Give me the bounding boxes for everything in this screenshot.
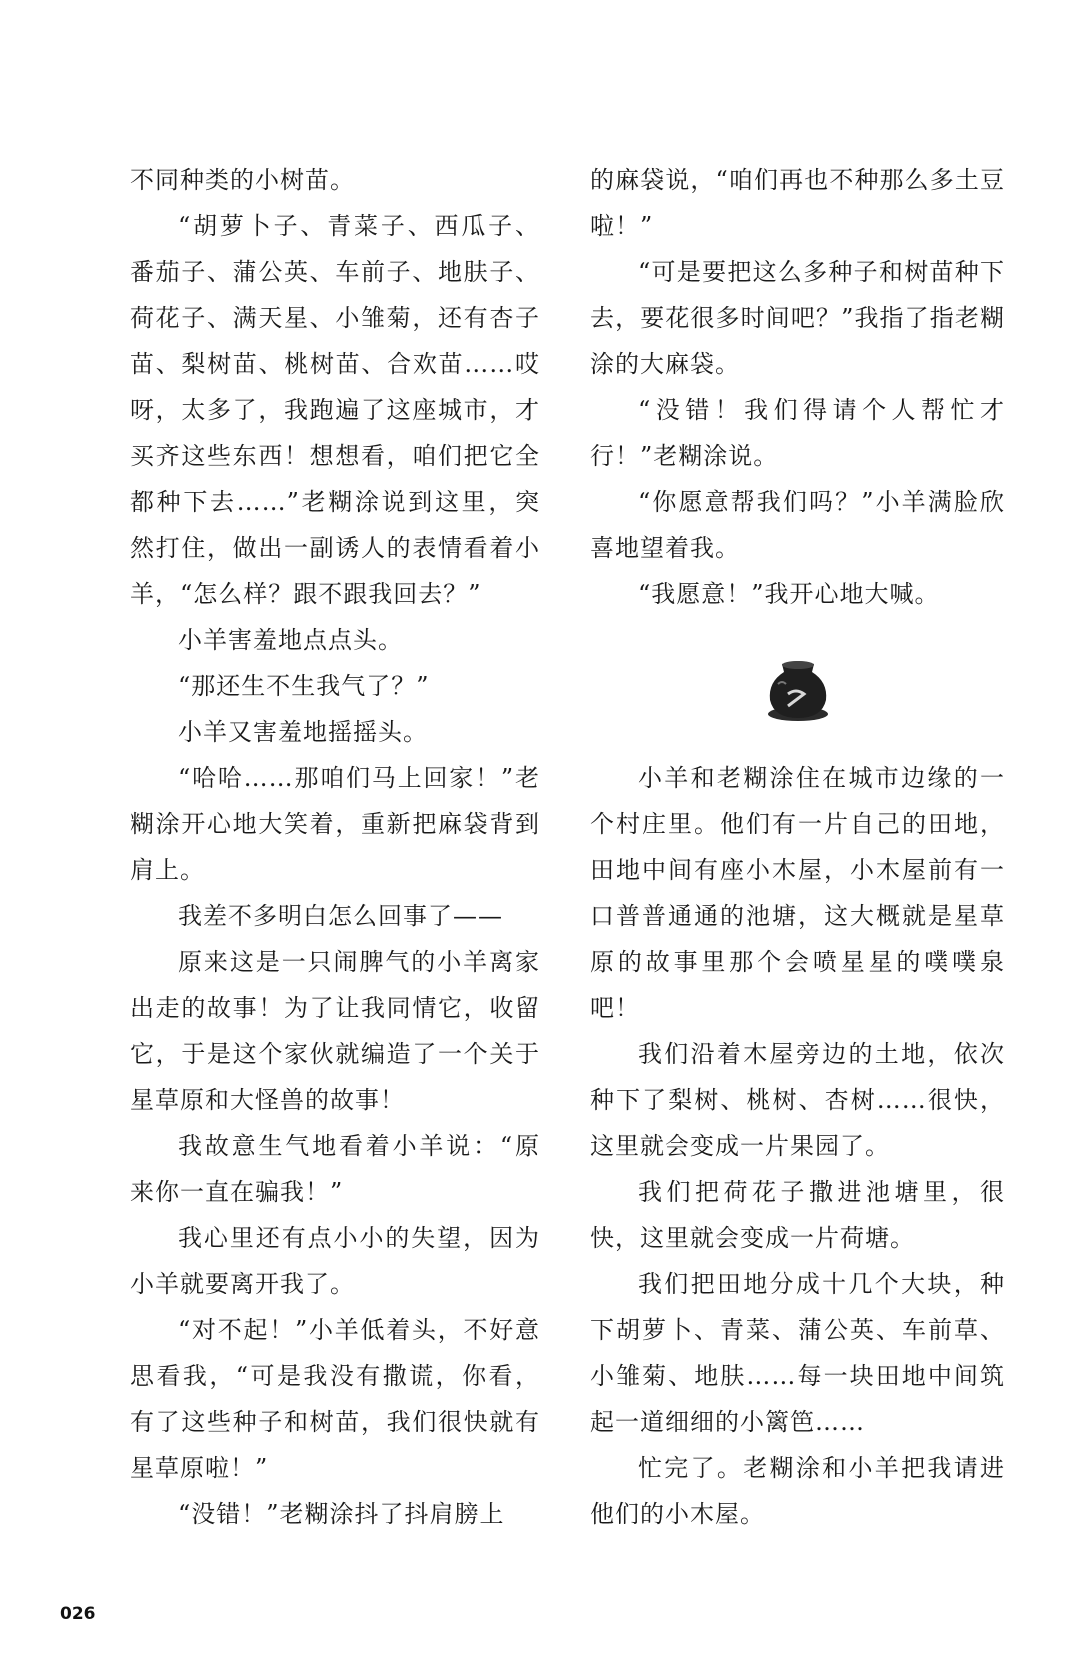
paragraph: 我们沿着木屋旁边的土地，依次种下了梨树、桃树、杏树……很快，这里就会变成一片果园了。 [590,1040,1005,1160]
paragraph: 小羊又害羞地摇摇头。 [178,718,428,746]
paragraph: “那还生不生我气了？” [178,672,430,700]
page-number: 026 [60,1604,96,1624]
paragraph: “对不起！”小羊低着头，不好意思看我，“可是我没有撒谎，你看，有了这些种子和树苗，我们很快就有星草原啦！” [130,1316,540,1482]
paragraph: 小羊和老糊涂住在城市边缘的一个村庄里。他们有一片自己的田地，田地中间有座小木屋，小木屋前有一口普普通通的池塘，这大概就是星草原的故事里那个会喷星星的噗噗泉吧！ [590,764,1005,1022]
paragraph: “哈哈……那咱们马上回家！”老糊涂开心地大笑着，重新把麻袋背到肩上。 [130,764,540,884]
paragraph: “没错！我们得请个人帮忙才行！”老糊涂说。 [590,396,1005,470]
paragraph: “胡萝卜子、青菜子、西瓜子、番茄子、蒲公英、车前子、地肤子、荷花子、满天星、小雏菊，还有杏子苗、梨树苗、桃树苗、合欢苗……哎呀，太多了，我跑遍了这座城市，才买齐这些东西！想想看，咱们把它全都种下去……”老糊涂说到这里，突然打住，做出一副诱人的表情看着小羊，“怎么样？跟不跟我回去？” [130,212,540,608]
pot-icon [758,654,838,724]
paragraph: 的麻袋说，“咱们再也不种那么多土豆啦！” [590,166,1005,240]
paragraph: “没错！”老糊涂抖了抖肩膀上 [178,1500,505,1528]
paragraph: 不同种类的小树苗。 [130,166,355,194]
paragraph: 原来这是一只闹脾气的小羊离家出走的故事！为了让我同情它，收留它，于是这个家伙就编造了一个关于星草原和大怪兽的故事！ [130,948,540,1114]
right-text-column [590,157,1005,1537]
paragraph: 忙完了。老糊涂和小羊把我请进他们的小木屋。 [590,1454,1005,1528]
paragraph: 我心里还有点小小的失望，因为小羊就要离开我了。 [130,1224,540,1298]
paragraph: “可是要把这么多种子和树苗种下去，要花很多时间吧？”我指了指老糊涂的大麻袋。 [590,258,1005,378]
paragraph: 小羊害羞地点点头。 [178,626,403,654]
paragraph: 我故意生气地看着小羊说：“原来你一直在骗我！” [130,1132,540,1206]
section-divider [590,643,1005,735]
left-text-column [130,157,540,1537]
paragraph: 我们把田地分成十几个大块，种下胡萝卜、青菜、蒲公英、车前草、小雏菊、地肤……每一块田地中间筑起一道细细的小篱笆…… [590,1270,1005,1436]
paragraph: “你愿意帮我们吗？”小羊满脸欣喜地望着我。 [590,488,1005,562]
paragraph: 我们把荷花子撒进池塘里，很快，这里就会变成一片荷塘。 [590,1178,1005,1252]
paragraph: “我愿意！”我开心地大喊。 [638,580,940,608]
paragraph: 我差不多明白怎么回事了—— [178,902,503,930]
